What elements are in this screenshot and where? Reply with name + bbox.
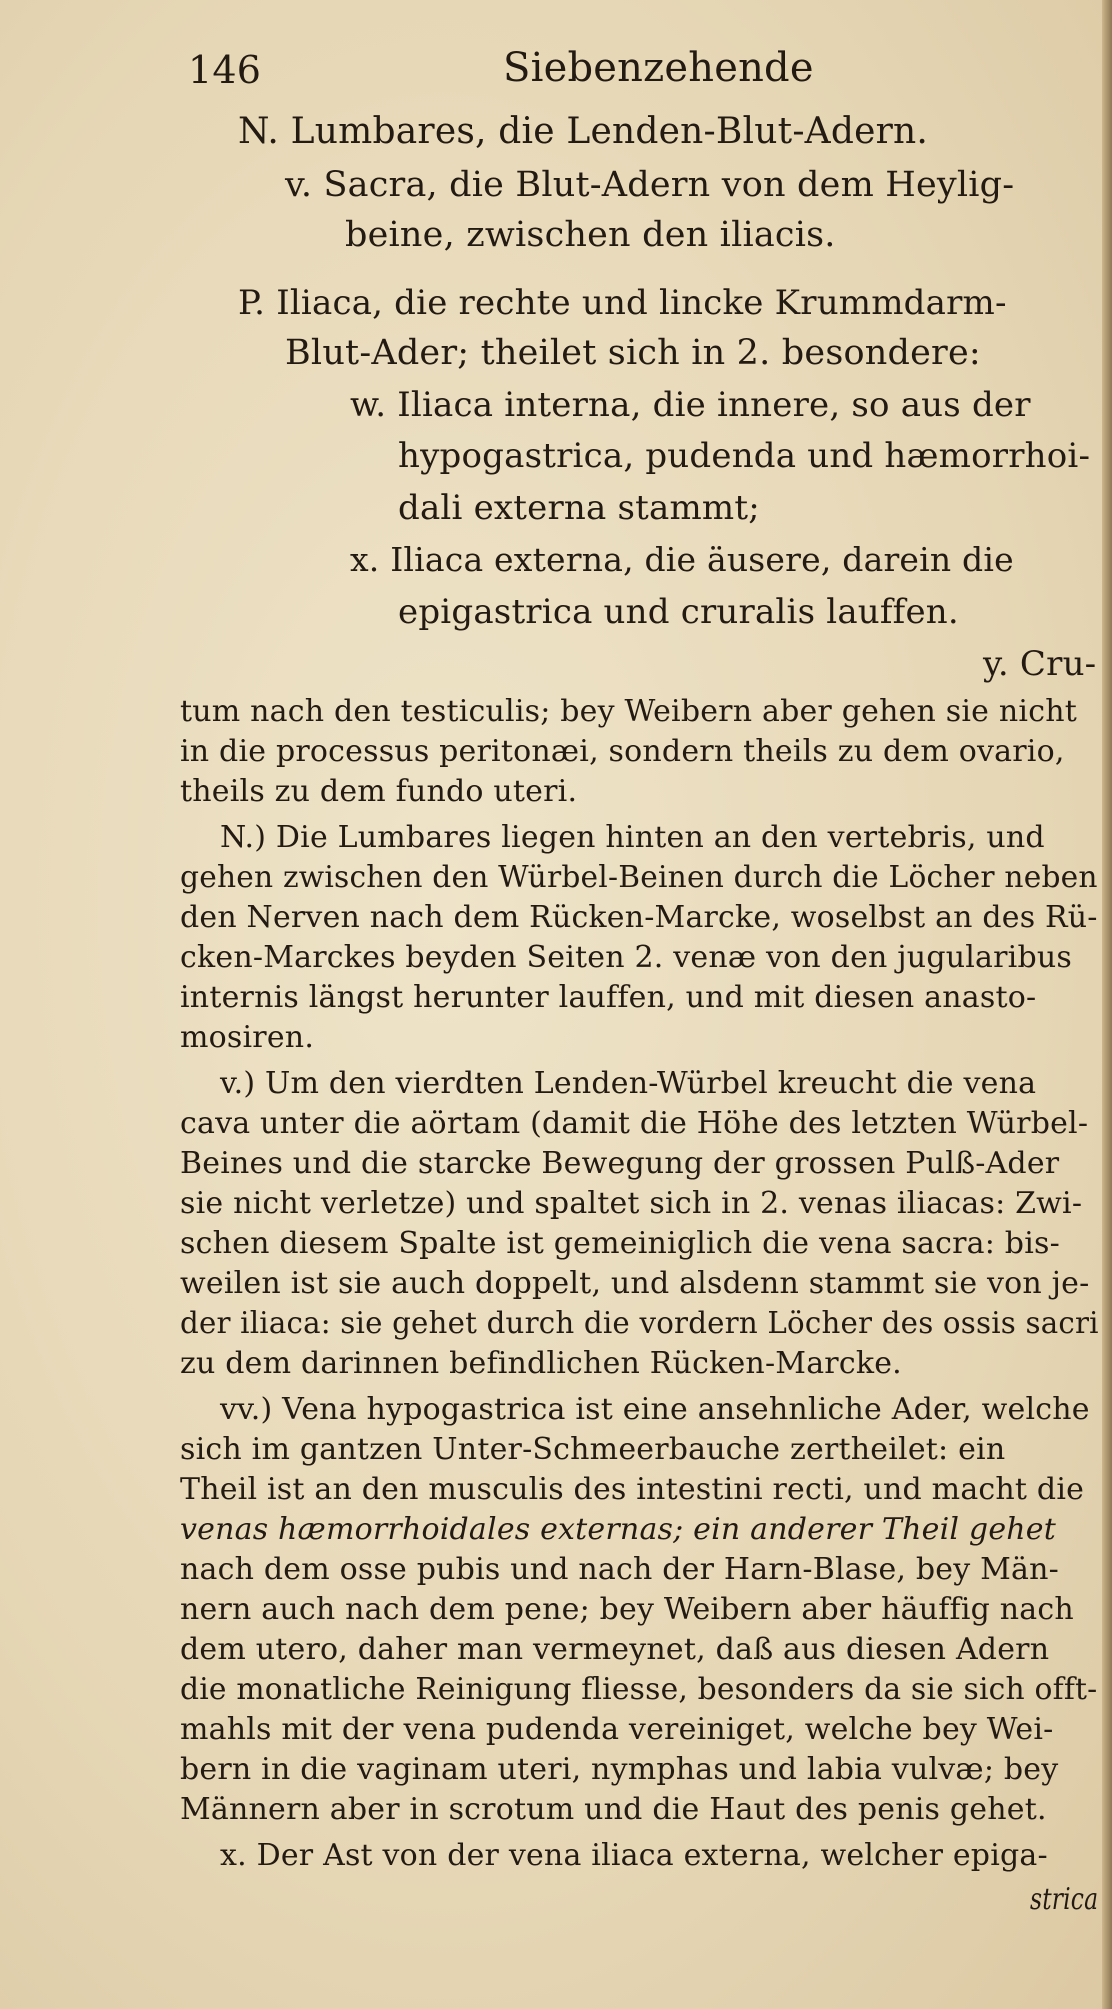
text-line-21: v.) Um den vierdten Lenden-Würbel kreucht die vena <box>220 1066 1037 1101</box>
text-line-33: nach dem osse pubis und nach der Harn-Blase, bey Män- <box>180 1552 1059 1587</box>
text-line-13: in die processus peritonæi, sondern theils zu dem ovario, <box>180 734 1065 769</box>
text-line-28: zu dem darinnen befindlichen Rücken-Marcke. <box>180 1346 902 1381</box>
text-line-34: nern auch nach dem pene; bey Weibern aber häuffig nach <box>180 1592 1074 1627</box>
text-line-14: theils zu dem fundo uteri. <box>180 774 578 809</box>
text-line-39: Männern aber in scrotum und die Haut des penis gehet. <box>180 1792 1047 1827</box>
text-line-20: mosiren. <box>180 1020 315 1055</box>
text-line-29: vv.) Vena hypogastrica ist eine ansehnliche Ader, welche <box>220 1392 1090 1427</box>
text-line-18: cken-Marckes beyden Seiten 2. venæ von den jugularibus <box>180 940 1072 975</box>
text-line-26: weilen ist sie auch doppelt, und alsdenn stammt sie von je- <box>180 1266 1090 1301</box>
text-line-36: die monatliche Reinigung fliesse, besonders da sie sich offt- <box>180 1672 1098 1707</box>
text-line-17: den Nerven nach dem Rücken-Marcke, woselbst an des Rü- <box>180 900 1098 935</box>
text-line-15: N.) Die Lumbares liegen hinten an den vertebris, und <box>220 820 1045 855</box>
text-line-9: x. Iliaca externa, die äusere, darein die <box>350 540 1014 579</box>
text-line-1: N. Lumbares, die Lenden-Blut-Adern. <box>238 111 929 152</box>
text-line-22: cava unter die aörtam (damit die Höhe des letzten Würbel- <box>180 1106 1089 1141</box>
text-line-8: dali externa stammt; <box>398 488 760 528</box>
text-line-35: dem utero, daher man vermeynet, daß aus diesen Adern <box>180 1632 1050 1667</box>
text-line-3: beine, zwischen den iliacis. <box>345 215 836 255</box>
text-line-19: internis längst herunter lauffen, und mit diesen anasto- <box>180 980 1037 1015</box>
text-line-10: epigastrica und cruralis lauffen. <box>398 592 959 632</box>
text-line-7: hypogastrica, pudenda und hæmorrhoi- <box>398 436 1091 476</box>
running-head: Siebenzehende <box>503 45 814 91</box>
text-line-30: sich im gantzen Unter-Schmeerbauche zertheilet: ein <box>180 1432 1006 1467</box>
text-line-24: sie nicht verletze) und spaltet sich in 2. venas iliacas: Zwi- <box>180 1186 1083 1221</box>
text-line-25: schen diesem Spalte ist gemeiniglich die vena sacra: bis- <box>180 1226 1060 1261</box>
text-line-5: Blut-Ader; theilet sich in 2. besondere: <box>285 333 981 373</box>
text-line-6: w. Iliaca interna, die innere, so aus der <box>350 385 1031 425</box>
text-line-12: tum nach den testiculis; bey Weibern aber gehen sie nicht <box>180 694 1077 729</box>
text-line-11: y. Cru- <box>983 644 1097 684</box>
text-line-4: P. Iliaca, die rechte und lincke Krummdarm- <box>238 283 1007 323</box>
page-number: 146 <box>188 48 262 92</box>
text-line-38: bern in die vaginam uteri, nymphas und labia vulvæ; bey <box>180 1752 1059 1787</box>
text-line-40: x. Der Ast von der vena iliaca externa, welcher epiga- <box>220 1838 1048 1873</box>
page-edge <box>1102 0 1112 2009</box>
text-line-41: strica <box>1030 1882 1099 1917</box>
text-line-32: venas hæmorrhoidales externas; ein anderer Theil gehet <box>180 1512 1057 1547</box>
text-line-2: v. Sacra, die Blut-Adern von dem Heylig- <box>285 165 1015 205</box>
text-line-16: gehen zwischen den Würbel-Beinen durch die Löcher neben <box>180 860 1098 895</box>
text-line-31: Theil ist an den musculis des intestini recti, und macht die <box>180 1472 1085 1507</box>
text-line-23: Beines und die starcke Bewegung der grossen Pulß-Ader <box>180 1146 1060 1181</box>
text-line-37: mahls mit der vena pudenda vereiniget, welche bey Wei- <box>180 1712 1054 1747</box>
text-line-27: der iliaca: sie gehet durch die vordern Löcher des ossis sacri <box>180 1306 1099 1341</box>
